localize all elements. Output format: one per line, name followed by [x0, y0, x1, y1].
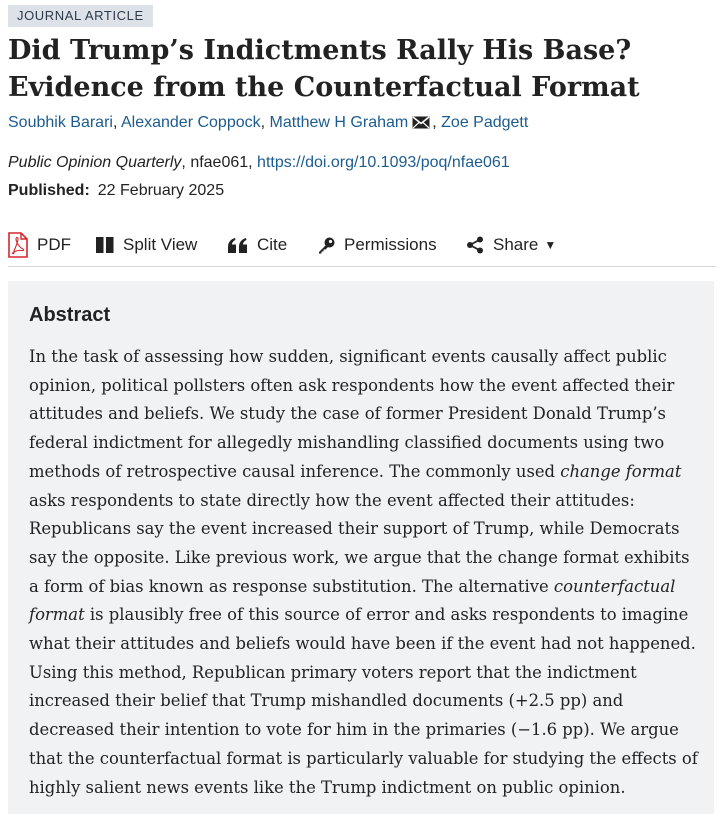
article-toolbar — [8, 228, 716, 267]
abstract-body — [29, 343, 699, 802]
abstract-term-change-format: change format — [560, 461, 682, 481]
author-separator: , — [112, 114, 118, 131]
author-link[interactable]: Soubhik Barari — [8, 114, 113, 131]
published-label: Published: — [8, 182, 90, 199]
article-type-badge: JOURNAL ARTICLE — [8, 5, 153, 27]
abstract-text-part: is plausibly free of this source of error and asks respondents to imagine what their attitudes and beliefs would have been if the event had not happened. Using this method, Republican primary voters report that the indictment increased their belief that Trump mishandled documents (+2.5 pp) and decreased their intention to vote for him in the primaries (−1.6 pp). We argue that the counterfactual format is particularly valuable for studying the effects of highly salient news events like the Trump indictment on public opinion. — [29, 605, 698, 797]
author-link[interactable]: Alexander Coppock — [120, 114, 261, 131]
pdf-label: PDF — [37, 235, 71, 254]
envelope-icon[interactable] — [412, 114, 430, 136]
abstract-heading: Abstract — [29, 304, 111, 326]
author-separator: , — [432, 114, 437, 131]
article-title: Did Trump’s Indictments Rally His Base? Evidence from the Counterfactual Format — [8, 35, 640, 103]
abstract-section — [8, 281, 714, 814]
journal-name: Public Opinion Quarterly — [8, 154, 182, 171]
author-link[interactable]: Matthew H Graham — [269, 114, 409, 131]
share-icon — [466, 236, 484, 254]
abstract-text-part: In the task of assessing how sudden, significant events causally affect public opinion, political pollsters often ask respondents how the event affected their attitudes and beliefs. We study the case of former President Donald Trump’s federal indictment for allegedly mishandling classified documents using two methods of retrospective causal inference. The commonly used — [29, 347, 675, 481]
quote-icon — [228, 238, 248, 253]
share-button[interactable] — [466, 228, 556, 262]
author-list — [8, 112, 528, 136]
permissions-label: Permissions — [344, 235, 437, 254]
doi-link[interactable]: https://doi.org/10.1093/poq/nfae061 — [257, 154, 510, 171]
key-icon — [318, 237, 335, 254]
split-view-label: Split View — [123, 235, 198, 254]
published-line — [8, 180, 224, 202]
author-link[interactable]: Zoe Padgett — [441, 114, 529, 131]
author-separator: , — [260, 114, 266, 131]
split-view-button[interactable] — [96, 228, 197, 262]
permissions-button[interactable] — [318, 228, 437, 262]
abstract-text-part: asks respondents to state directly how the event affected their attitudes: Republicans say the event increased their support of Trump, while Democrats say the opposite. Like previous work, we argue that the change format exhibits a form of bias known as response substitution. The alternative — [29, 490, 690, 596]
split-view-icon — [96, 237, 114, 253]
cite-label: Cite — [257, 235, 288, 254]
citation-line — [8, 152, 510, 174]
chevron-down-icon: ▼ — [544, 238, 557, 252]
pdf-icon — [8, 232, 28, 258]
published-date: 22 February 2025 — [97, 182, 225, 199]
article-id: , nfae061, — [181, 154, 258, 171]
pdf-button[interactable] — [8, 228, 71, 262]
abstract-term-counterfactual-format: counterfactual format — [29, 576, 676, 625]
share-label: Share — [493, 235, 539, 254]
cite-button[interactable] — [228, 228, 287, 262]
